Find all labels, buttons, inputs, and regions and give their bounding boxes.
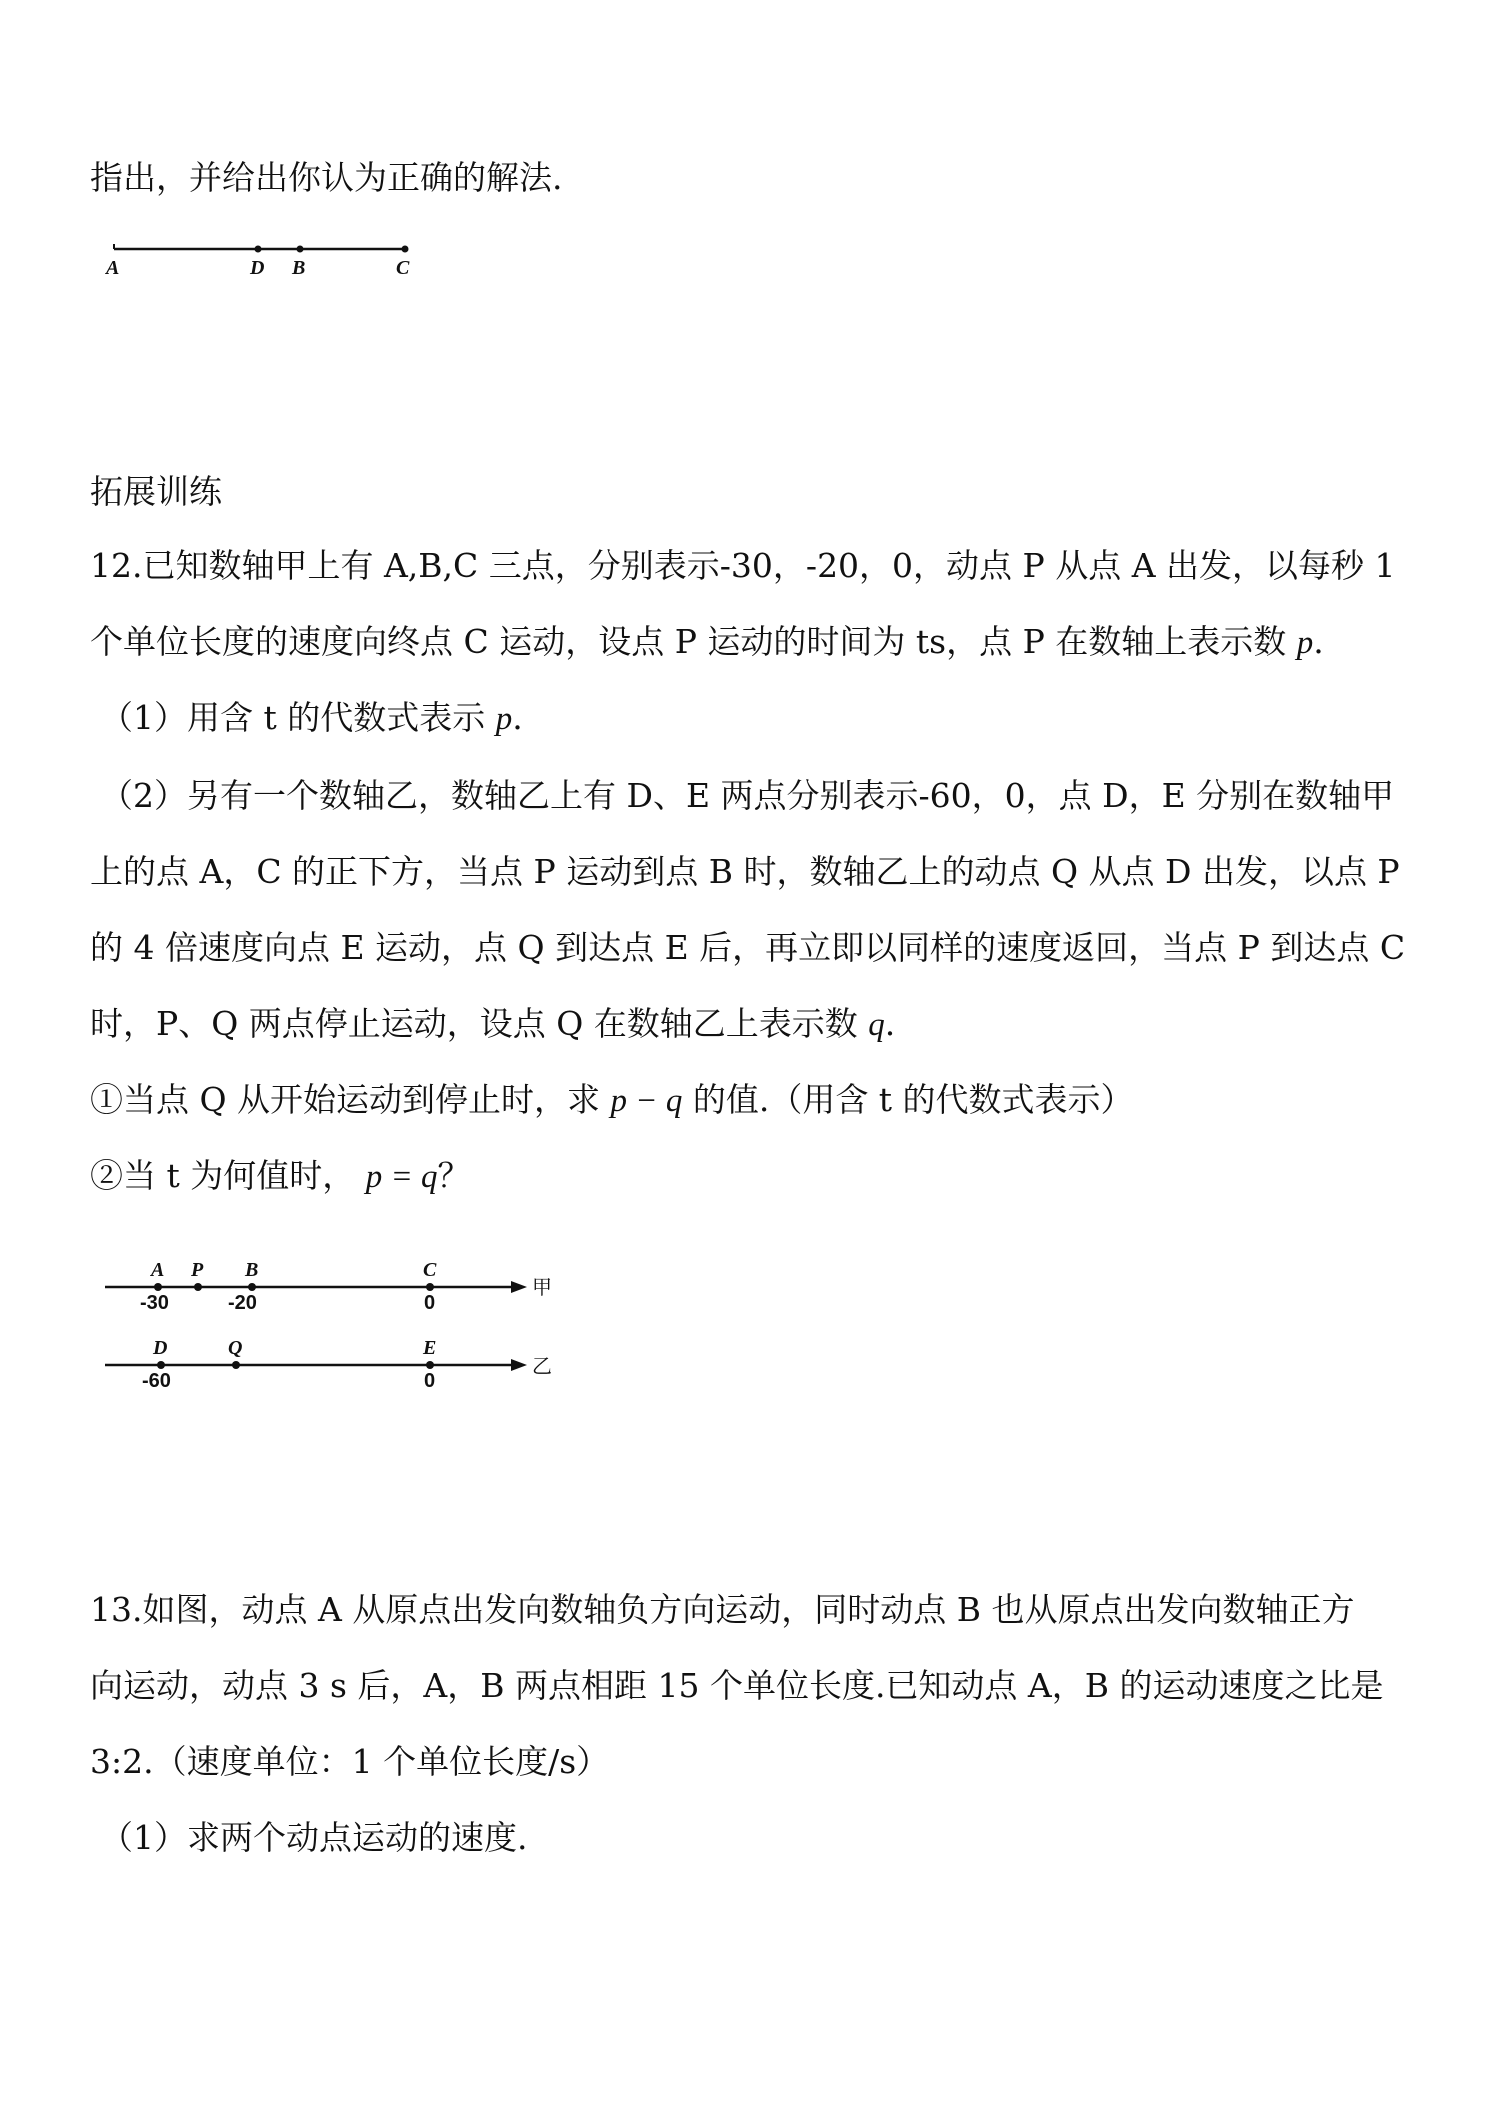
yi-point-q: Q bbox=[228, 1337, 243, 1359]
var-p: p bbox=[495, 701, 513, 737]
jia-tick-minus-20: -20 bbox=[228, 1292, 257, 1314]
axis-name-yi: 乙 bbox=[532, 1354, 552, 1378]
q13-line-1: 13.如图，动点 A 从原点出发向数轴负方向运动，同时动点 B 也从原点出发向数轴正方 bbox=[90, 1590, 1355, 1629]
q12-part-1: （1）用含 t 的代数式表示 p. bbox=[100, 698, 523, 737]
q12-part-2-line-4: 时，P、Q 两点停止运动，设点 Q 在数轴乙上表示数 q. bbox=[90, 1004, 896, 1043]
var-q: q bbox=[868, 1007, 885, 1043]
q12-part-2-line-1: （2）另有一个数轴乙，数轴乙上有 D、E 两点分别表示-60，0，点 D，E 分别在数轴甲 bbox=[100, 776, 1395, 815]
yi-tick-0: 0 bbox=[424, 1370, 436, 1392]
jia-tick-0: 0 bbox=[424, 1292, 436, 1314]
axis-name-jia: 甲 bbox=[532, 1275, 552, 1299]
yi-point-d: D bbox=[153, 1337, 168, 1359]
q13-line-2: 向运动，动点 3 s 后，A，B 两点相距 15 个单位长度.已知动点 A，B 的运动速度之比是 bbox=[90, 1666, 1384, 1705]
jia-point-c: C bbox=[423, 1259, 437, 1281]
point-label-b: B bbox=[292, 257, 306, 279]
yi-point-e: E bbox=[423, 1337, 437, 1359]
intro-line: 指出，并给出你认为正确的解法. bbox=[90, 158, 563, 197]
jia-point-b: B bbox=[245, 1259, 259, 1281]
segment-figure bbox=[100, 235, 440, 285]
yi-tick-minus-60: -60 bbox=[142, 1370, 171, 1392]
q13-line-3: 3:2.（速度单位：1 个单位长度/s） bbox=[90, 1742, 610, 1781]
q12-part-2-line-2: 上的点 A，C 的正下方，当点 P 运动到点 B 时，数轴乙上的动点 Q 从点 D 出发，以点 P bbox=[90, 852, 1400, 891]
jia-tick-minus-30: -30 bbox=[140, 1292, 169, 1314]
expr-p-minus-q: p − q bbox=[610, 1083, 683, 1119]
q12-line-1: 12.已知数轴甲上有 A,B,C 三点，分别表示-30，-20，0，动点 P 从点 A 出发，以每秒 1 bbox=[90, 546, 1396, 585]
var-p: p bbox=[1296, 625, 1314, 661]
point-label-c: C bbox=[396, 257, 410, 279]
q12-sub-2: ②当 t 为何值时， p = q？ bbox=[90, 1156, 471, 1195]
section-title: 拓展训练 bbox=[90, 472, 222, 511]
q12-part-2-line-3: 的 4 倍速度向点 E 运动，点 Q 到达点 E 后，再立即以同样的速度返回，当点 P 到达点 C bbox=[90, 928, 1406, 967]
expr-p-eq-q: p = q bbox=[365, 1159, 438, 1195]
q13-part-1: （1）求两个动点运动的速度. bbox=[100, 1818, 528, 1857]
jia-point-p: P bbox=[191, 1259, 204, 1281]
q12-line-2: 个单位长度的速度向终点 C 运动，设点 P 运动的时间为 ts，点 P 在数轴上表示数 p. bbox=[90, 622, 1324, 661]
number-line-figure bbox=[95, 1240, 565, 1410]
jia-point-a: A bbox=[151, 1259, 165, 1281]
q12-sub-1: ①当点 Q 从开始运动到停止时，求 p − q 的值.（用含 t 的代数式表示） bbox=[90, 1080, 1134, 1119]
point-label-d: D bbox=[250, 257, 265, 279]
point-label-a: A bbox=[106, 257, 120, 279]
